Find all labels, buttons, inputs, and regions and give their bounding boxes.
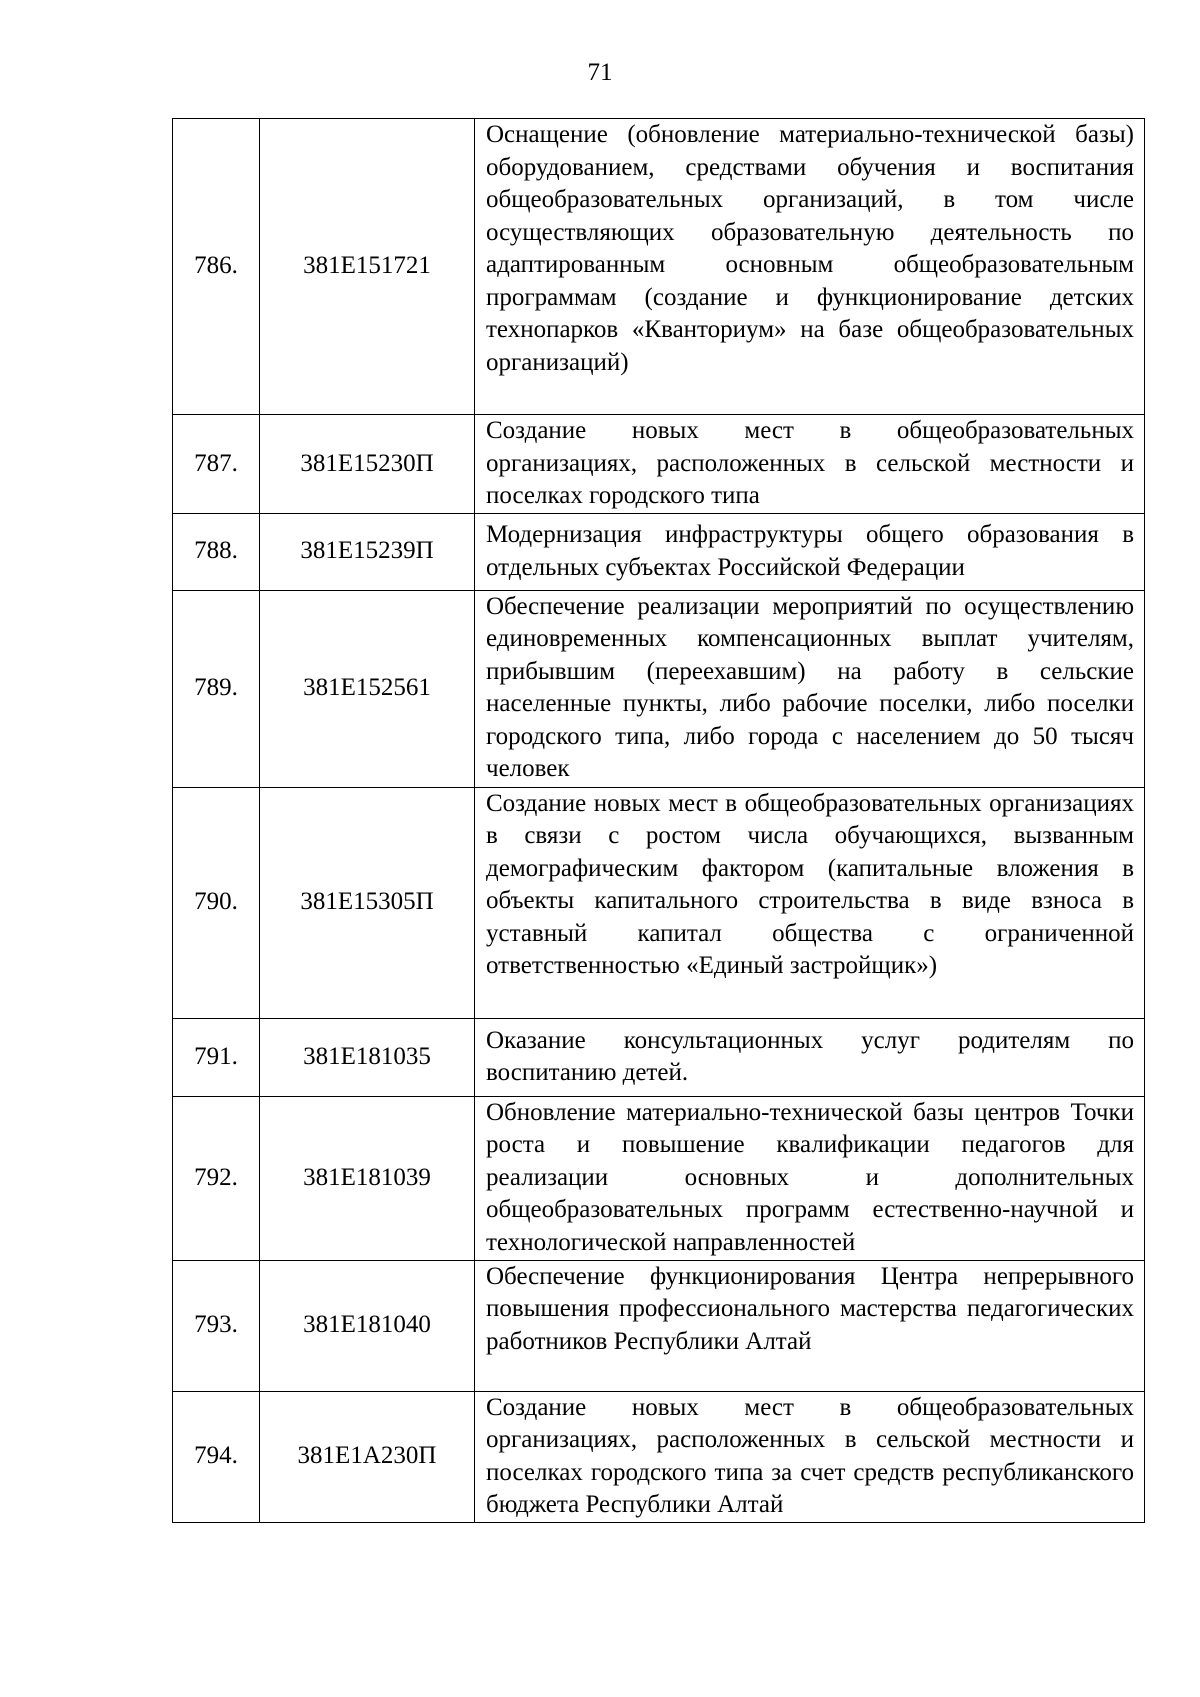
budget-code: 381E152561 — [260, 590, 475, 787]
budget-code-table — [172, 118, 1145, 1523]
budget-code: 381E181039 — [260, 1096, 475, 1260]
row-description: Модернизация инфраструктуры общего образования в отдельных субъектах Российской Федерации — [475, 513, 1145, 590]
table-row — [173, 1391, 1145, 1522]
table-row — [173, 119, 1145, 415]
budget-code: 381E151721 — [260, 119, 475, 415]
row-description: Обеспечение реализации мероприятий по осуществлению единовременных компенсационных выплат учителям, прибывшим (переехавшим) на работу в сельские населенные пункты, либо рабочие поселки, либо поселки городского типа, либо города с населением до 50 тысяч человек — [475, 590, 1145, 787]
budget-code: 381E181040 — [260, 1260, 475, 1391]
row-number: 794. — [173, 1391, 260, 1522]
row-description: Оснащение (обновление материально-технической базы) оборудованием, средствами обучения и воспитания общеобразовательных организаций, в том числе осуществляющих образовательную деятельность по адаптированным основным общеобразовательным программам (создание и функционирование детских технопарков «Кванториум» на базе общеобразовательных организаций) — [475, 119, 1145, 415]
row-description: Создание новых мест в общеобразовательных организациях, расположенных в сельской местности и поселках городского типа за счет средств республиканского бюджета Республики Алтай — [475, 1391, 1145, 1522]
table-row — [173, 513, 1145, 590]
row-number: 786. — [173, 119, 260, 415]
row-number: 787. — [173, 415, 260, 514]
row-description: Обеспечение функционирования Центра непрерывного повышения профессионального мастерства педагогических работников Республики Алтай — [475, 1260, 1145, 1391]
table-row — [173, 1096, 1145, 1260]
table-row — [173, 415, 1145, 514]
budget-code: 381E181035 — [260, 1018, 475, 1096]
row-description: Обновление материально-технической базы центров Точки роста и повышение квалификации педагогов для реализации основных и дополнительных общеобразовательных программ естественно-научной и технологической направленностей — [475, 1096, 1145, 1260]
row-description: Создание новых мест в общеобразовательных организациях, расположенных в сельской местности и поселках городского типа — [475, 415, 1145, 514]
row-number: 793. — [173, 1260, 260, 1391]
table-row — [173, 1018, 1145, 1096]
table-row — [173, 787, 1145, 1018]
row-number: 792. — [173, 1096, 260, 1260]
table-row — [173, 590, 1145, 787]
page-number: 71 — [587, 59, 613, 86]
row-number: 790. — [173, 787, 260, 1018]
row-description: Создание новых мест в общеобразовательных организациях в связи с ростом числа обучающихся, вызванным демографическим фактором (капитальные вложения в объекты капитального строительства в виде взноса в уставный капитал общества с ограниченной ответственностью «Единый застройщик») — [475, 787, 1145, 1018]
table-row — [173, 1260, 1145, 1391]
budget-code: 381E15239П — [260, 513, 475, 590]
budget-code: 381E15305П — [260, 787, 475, 1018]
row-number: 791. — [173, 1018, 260, 1096]
row-number: 789. — [173, 590, 260, 787]
row-number: 788. — [173, 513, 260, 590]
row-description: Оказание консультационных услуг родителям по воспитанию детей. — [475, 1018, 1145, 1096]
budget-code: 381E1A230П — [260, 1391, 475, 1522]
budget-code: 381E15230П — [260, 415, 475, 514]
